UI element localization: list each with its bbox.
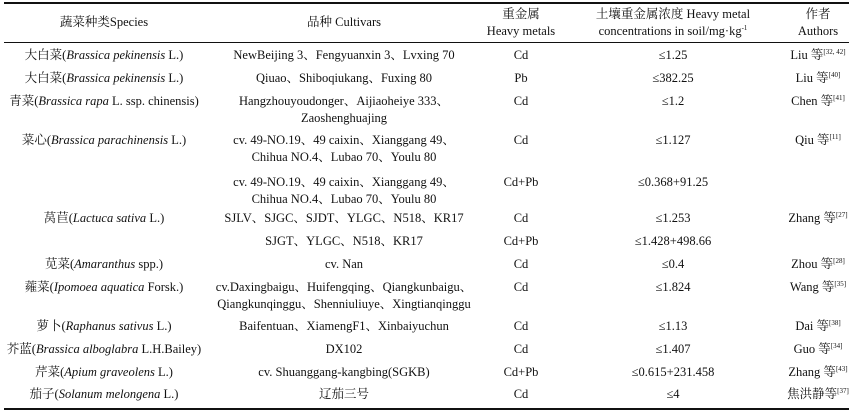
- author-cell: [787, 93, 849, 110]
- species-cell: [4, 210, 204, 227]
- header-conc-text: concentrations in soil/mg·kg: [598, 24, 742, 38]
- author-ref: [37]: [837, 387, 849, 395]
- author-cell: [787, 70, 849, 87]
- metal-cell: Cd: [513, 342, 529, 356]
- metal-cell: Cd: [513, 387, 529, 401]
- cultivar-cell: [209, 210, 479, 227]
- species-cn: 芥蓝(: [6, 342, 36, 356]
- cultivar-line: SJGT、YLGC、N518、KR17: [265, 234, 423, 248]
- species-latin: Brassica rapa: [38, 94, 109, 108]
- cultivar-line: 辽茄三号: [318, 387, 369, 401]
- concentration-cell: ≤1.25: [658, 48, 688, 62]
- author-name: Dai 等: [795, 319, 829, 333]
- cultivar-line: SJLV、SJGC、SJDT、YLGC、N518、KR17: [224, 211, 464, 225]
- species-latin: Amaranthus: [74, 257, 136, 271]
- author-name: Liu 等: [790, 48, 824, 62]
- cultivar-line: cv. 49-NO.19、49 caixin、Xianggang 49、: [233, 133, 455, 147]
- species-latin: Brassica alboglabra: [35, 342, 139, 356]
- author-name: Wang 等: [789, 280, 835, 294]
- species-cn: 青菜(: [9, 94, 39, 108]
- author-ref: [11]: [829, 133, 841, 141]
- cultivar-line: Chihua NO.4、Lubao 70、Youlu 80: [251, 150, 437, 164]
- bottom-rule: [4, 408, 849, 410]
- author-name: Zhang 等: [788, 365, 836, 379]
- species-latin: Raphanus sativus: [65, 319, 154, 333]
- cultivar-line: NewBeijing 3、Fengyuanxin 3、Lvxing 70: [233, 48, 455, 62]
- cultivar-line: Zaoshenghuajing: [300, 111, 388, 125]
- cultivar-line: Hangzhouyoudonger、Aijiaoheiye 333、: [238, 94, 450, 108]
- concentration-cell: ≤0.615+231.458: [631, 365, 715, 379]
- cultivar-cell: [209, 279, 479, 313]
- species-suffix: L.): [165, 71, 184, 85]
- species-latin: Ipomoea aquatica: [53, 280, 145, 294]
- header-cultivars: 品种 Cultivars: [307, 15, 381, 29]
- author-cell: [787, 256, 849, 273]
- concentration-cell: ≤0.368+91.25: [637, 175, 709, 189]
- concentration-cell: ≤0.4: [661, 257, 685, 271]
- species-suffix: L.): [154, 365, 173, 379]
- author-name: Liu 等: [795, 71, 829, 85]
- cultivar-cell: [209, 93, 479, 127]
- header-species: 蔬菜种类Species: [59, 15, 149, 29]
- species-cell: [4, 364, 204, 381]
- concentration-cell: ≤1.2: [661, 94, 685, 108]
- species-cn: 萝卜(: [36, 319, 66, 333]
- author-cell: [787, 364, 849, 381]
- species-cn: 茄子(: [29, 387, 59, 401]
- species-cell: [4, 256, 204, 273]
- species-suffix: L.): [168, 133, 187, 147]
- concentration-cell: ≤382.25: [652, 71, 694, 85]
- cultivar-cell: [209, 47, 479, 64]
- author-ref: [35]: [834, 280, 847, 288]
- metal-cell: Cd: [513, 319, 529, 333]
- author-cell: [787, 279, 849, 296]
- author-ref: [34]: [830, 342, 843, 350]
- cultivar-cell: [209, 233, 479, 250]
- header-conc-line2: [562, 23, 784, 40]
- author-ref: [40]: [828, 71, 841, 79]
- cultivar-line: DX102: [325, 342, 363, 356]
- species-cell: [4, 47, 204, 64]
- species-latin: Apium graveolens: [64, 365, 155, 379]
- author-ref: [28]: [833, 257, 845, 265]
- metal-cell: Pb: [514, 71, 528, 85]
- header-conc-sup: -1: [741, 24, 748, 32]
- concentration-cell: ≤1.428+498.66: [634, 234, 712, 248]
- author-cell: [787, 341, 849, 358]
- species-latin: Brassica pekinensis: [66, 71, 166, 85]
- author-name: 焦洪静等: [787, 387, 838, 401]
- concentration-cell: ≤1.127: [655, 133, 691, 147]
- metal-cell: Cd+Pb: [503, 175, 539, 189]
- species-latin: Solanum melongena: [58, 387, 161, 401]
- author-name: Zhou 等: [791, 257, 834, 271]
- species-suffix: L.): [153, 319, 172, 333]
- cultivar-line: Qiangkunqinggu、Shenniuliuye、Xingtianqinggu: [217, 297, 471, 311]
- author-ref: [43]: [835, 365, 848, 373]
- species-cell: [4, 318, 204, 335]
- species-cn: 苋菜(: [44, 257, 75, 271]
- author-ref: [32, 42]: [823, 48, 846, 56]
- species-suffix: L.): [160, 387, 179, 401]
- species-suffix: L.): [146, 211, 165, 225]
- metal-cell: Cd: [513, 211, 529, 225]
- author-ref: [38]: [829, 319, 841, 327]
- cultivar-cell: [209, 256, 479, 273]
- concentration-cell: ≤4: [666, 387, 680, 401]
- header-metals-en: Heavy metals: [486, 24, 556, 38]
- species-cell: [4, 132, 204, 149]
- cultivar-line: cv. 49-NO.19、49 caixin、Xianggang 49、: [233, 175, 455, 189]
- concentration-cell: ≤1.824: [655, 280, 691, 294]
- author-cell: [787, 318, 849, 335]
- cultivar-cell: [209, 174, 479, 208]
- author-name: Zhang 等: [788, 211, 836, 225]
- species-cell: [4, 70, 204, 87]
- species-cell: [4, 341, 204, 358]
- cultivar-line: cv.Daxingbaigu、Huifengqing、Qiangkunbaigu、: [215, 280, 473, 294]
- cultivar-cell: [209, 364, 479, 381]
- species-cn: 蕹菜(: [24, 280, 54, 294]
- species-cell: [4, 93, 204, 110]
- header-authors-cn: 作者: [805, 7, 831, 21]
- species-cell: [4, 279, 204, 296]
- metal-cell: Cd+Pb: [503, 234, 539, 248]
- cultivar-line: Baifentuan、XiamengF1、Xinbaiyuchun: [239, 319, 449, 333]
- concentration-cell: ≤1.13: [658, 319, 688, 333]
- header-authors: [787, 6, 849, 40]
- species-cell: [4, 386, 204, 403]
- header-authors-en: Authors: [797, 24, 839, 38]
- species-suffix: Forsk.): [144, 280, 184, 294]
- metal-cell: Cd: [513, 94, 529, 108]
- header-metals-cn: 重金属: [502, 7, 540, 21]
- cultivar-cell: [209, 341, 479, 358]
- author-name: Qiu 等: [795, 133, 830, 147]
- species-suffix: L.H.Bailey): [138, 342, 202, 356]
- cultivar-cell: [209, 70, 479, 87]
- concentration-cell: ≤1.253: [655, 211, 691, 225]
- species-latin: Brassica parachinensis: [51, 133, 169, 147]
- species-cn: 菜心(: [21, 133, 52, 147]
- cultivar-line: Qiuao、Shiboqiukang、Fuxing 80: [255, 71, 433, 85]
- species-cn: 莴苣(: [43, 211, 73, 225]
- metal-cell: Cd+Pb: [503, 365, 539, 379]
- author-ref: [41]: [833, 94, 845, 102]
- metal-cell: Cd: [513, 133, 529, 147]
- author-name: Chen 等: [791, 94, 834, 108]
- cultivar-line: cv. Nan: [324, 257, 364, 271]
- author-name: Guo 等: [793, 342, 831, 356]
- cultivar-line: Chihua NO.4、Lubao 70、Youlu 80: [251, 192, 437, 206]
- metal-cell: Cd: [513, 48, 529, 62]
- author-cell: [787, 132, 849, 149]
- header-conc-line1: 土壤重金属浓度 Heavy metal: [595, 7, 751, 21]
- species-cn: 芹菜(: [35, 365, 65, 379]
- species-suffix: L.): [165, 48, 184, 62]
- author-ref: [27]: [835, 211, 848, 219]
- species-cn: 大白菜(: [24, 48, 67, 62]
- species-latin: Brassica pekinensis: [66, 48, 166, 62]
- top-rule: [4, 2, 849, 4]
- species-suffix: spp.): [135, 257, 164, 271]
- cultivar-cell: [209, 318, 479, 335]
- header-rule: [4, 42, 849, 43]
- author-cell: [787, 47, 849, 64]
- cultivar-cell: [209, 386, 479, 403]
- author-cell: [787, 386, 849, 403]
- species-suffix: L. ssp. chinensis): [108, 94, 199, 108]
- author-cell: [787, 210, 849, 227]
- concentration-cell: ≤1.407: [655, 342, 691, 356]
- metal-cell: Cd: [513, 257, 529, 271]
- header-concentration: [562, 6, 784, 40]
- species-latin: Lactuca sativa: [72, 211, 147, 225]
- species-cn: 大白菜(: [24, 71, 67, 85]
- metal-cell: Cd: [513, 280, 529, 294]
- cultivar-line: cv. Shuanggang-kangbing(SGKB): [258, 365, 430, 379]
- cultivar-cell: [209, 132, 479, 166]
- header-metals: [482, 6, 560, 40]
